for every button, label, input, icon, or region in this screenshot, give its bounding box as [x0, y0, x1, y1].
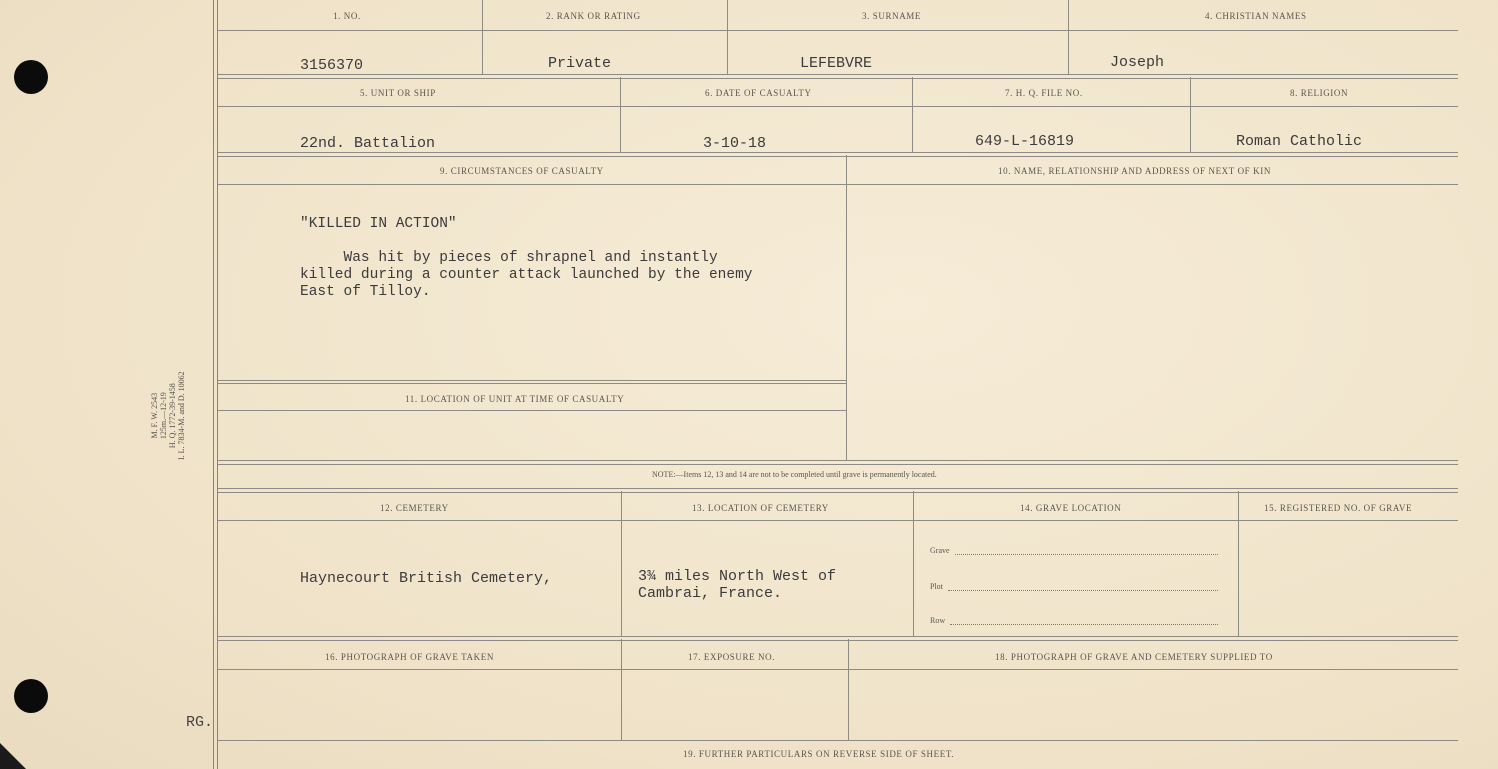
- label-rank: 2. RANK OR RATING: [546, 11, 641, 21]
- plot-label: Plot: [930, 582, 943, 591]
- col-rule: [482, 0, 483, 75]
- col-rule: [621, 491, 622, 637]
- value-unit: 22nd. Battalion: [300, 135, 436, 152]
- label-photo-taken: 16. PHOTOGRAPH OF GRAVE TAKEN: [325, 652, 494, 662]
- value-no: 3156370: [300, 57, 364, 74]
- value-religion: Roman Catholic: [1236, 133, 1363, 150]
- note: NOTE:—Items 12, 13 and 14 are not to be completed until grave is permanently located.: [652, 470, 937, 479]
- value-rank: Private: [548, 55, 612, 72]
- value-surname: LEFEBVRE: [800, 55, 873, 72]
- label-further-particulars: 19. FURTHER PARTICULARS ON REVERSE SIDE OF SHEET.: [683, 749, 955, 759]
- margin-line: [213, 0, 214, 769]
- plot-dotted-line: [948, 590, 1218, 591]
- rule: [218, 383, 846, 384]
- value-date: 3-10-18: [703, 135, 767, 152]
- form-ref-line: I. L. 7834-M. and D. 10062: [177, 371, 186, 460]
- col-rule: [1190, 77, 1191, 153]
- rule: [218, 460, 1458, 465]
- label-surname: 3. SURNAME: [862, 11, 922, 21]
- col-rule: [848, 639, 849, 740]
- label-cemetery-location: 13. LOCATION OF CEMETERY: [692, 503, 829, 513]
- rule: [218, 74, 1458, 79]
- label-cemetery: 12. CEMETERY: [380, 503, 449, 513]
- label-grave-location: 14. GRAVE LOCATION: [1020, 503, 1122, 513]
- label-date: 6. DATE OF CASUALTY: [705, 88, 812, 98]
- label-christian-names: 4. CHRISTIAN NAMES: [1205, 11, 1307, 21]
- rule: [218, 488, 1458, 493]
- col-rule: [1238, 491, 1239, 637]
- corner-mark: [0, 743, 26, 769]
- rule: [218, 636, 1458, 641]
- col-rule: [912, 77, 913, 153]
- margin-line-2: [217, 0, 218, 769]
- value-cemetery: Haynecourt British Cemetery,: [300, 570, 553, 587]
- form-ref-line: H. Q. 1772-39-1458: [168, 383, 177, 449]
- label-unit: 5. UNIT OR SHIP: [360, 88, 436, 98]
- label-registered-no: 15. REGISTERED NO. OF GRAVE: [1264, 503, 1413, 513]
- rule: [218, 669, 1458, 670]
- rule: [218, 184, 1458, 185]
- col-rule: [620, 77, 621, 153]
- rule: [218, 410, 846, 411]
- punch-hole-bottom: [14, 679, 48, 713]
- rule: [218, 30, 1458, 31]
- grave-label: Grave: [930, 546, 950, 555]
- rule: [218, 380, 846, 381]
- label-hq-file: 7. H. Q. FILE NO.: [1005, 88, 1083, 98]
- grave-dotted-line: [955, 554, 1218, 555]
- rule: [218, 106, 1458, 107]
- label-photo-supplied: 18. PHOTOGRAPH OF GRAVE AND CEMETERY SUPPLIED TO: [995, 652, 1273, 662]
- rule: [218, 152, 1458, 157]
- form-ref-line: M. F. W. 2543: [150, 392, 159, 439]
- label-exposure: 17. EXPOSURE NO.: [688, 652, 776, 662]
- form-ref-line: 125m.—12-19: [159, 392, 168, 440]
- label-religion: 8. RELIGION: [1290, 88, 1349, 98]
- value-circumstances: "KILLED IN ACTION" Was hit by pieces of shrapnel and instantly killed during a counter attack launched by the enemy East of Tilloy.: [300, 216, 753, 300]
- initials: RG.: [186, 714, 214, 731]
- form-reference: [150, 371, 186, 460]
- col-rule: [621, 639, 622, 740]
- row-label: Row: [930, 616, 946, 625]
- col-rule: [913, 491, 914, 637]
- label-circumstances: 9. CIRCUMSTANCES OF CASUALTY: [440, 166, 604, 176]
- punch-hole-top: [14, 60, 48, 94]
- rule: [218, 740, 1458, 741]
- label-location-unit: 11. LOCATION OF UNIT AT TIME OF CASUALTY: [405, 394, 625, 404]
- rule: [218, 520, 1458, 521]
- label-next-of-kin: 10. NAME, RELATIONSHIP AND ADDRESS OF NEXT OF KIN: [998, 166, 1271, 176]
- value-christian-names: Joseph: [1110, 54, 1165, 71]
- col-rule: [846, 155, 847, 461]
- col-rule: [1068, 0, 1069, 75]
- value-hq-file: 649-L-16819: [975, 133, 1075, 150]
- col-rule: [727, 0, 728, 75]
- value-cemetery-location: 3¾ miles North West of Cambrai, France.: [638, 568, 837, 602]
- label-no: 1. NO.: [333, 11, 361, 21]
- row-dotted-line: [950, 624, 1218, 625]
